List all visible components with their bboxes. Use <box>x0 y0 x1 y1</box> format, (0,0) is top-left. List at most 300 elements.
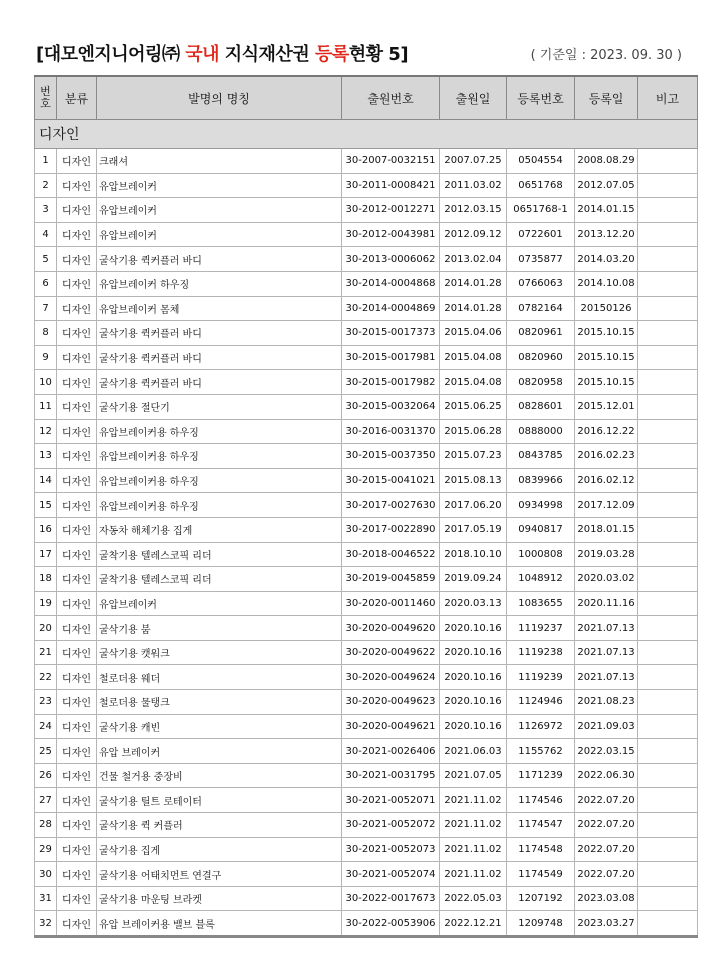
row-note <box>638 813 698 838</box>
row-application-date: 2020.10.16 <box>440 640 507 665</box>
title-part-4: 등록 <box>314 44 349 65</box>
row-registration-date: 2020.11.16 <box>575 591 638 616</box>
row-note <box>638 271 698 296</box>
row-application-number: 30-2011-0008421 <box>342 173 440 198</box>
row-category: 디자인 <box>57 739 97 764</box>
row-category: 디자인 <box>57 222 97 247</box>
row-registration-date: 2017.12.09 <box>575 493 638 518</box>
row-note <box>638 247 698 272</box>
row-category: 디자인 <box>57 247 97 272</box>
row-category: 디자인 <box>57 370 97 395</box>
row-application-date: 2017.05.19 <box>440 517 507 542</box>
row-number: 30 <box>35 862 57 887</box>
row-name: 굴삭기용 틸트 로테이터 <box>97 788 342 813</box>
row-category: 디자인 <box>57 444 97 469</box>
table-row <box>35 493 698 518</box>
row-registration-number: 1174547 <box>507 813 575 838</box>
row-number: 10 <box>35 370 57 395</box>
row-application-date: 2015.06.28 <box>440 419 507 444</box>
row-number: 14 <box>35 468 57 493</box>
row-number: 4 <box>35 222 57 247</box>
row-registration-date: 2021.09.03 <box>575 714 638 739</box>
row-category: 디자인 <box>57 493 97 518</box>
row-application-number: 30-2017-0022890 <box>342 517 440 542</box>
row-category: 디자인 <box>57 468 97 493</box>
table-row <box>35 444 698 469</box>
row-registration-date: 2008.08.29 <box>575 149 638 174</box>
row-number: 20 <box>35 616 57 641</box>
section-row <box>35 120 698 149</box>
row-name: 철로더용 물탱크 <box>97 690 342 715</box>
row-registration-number: 0651768 <box>507 173 575 198</box>
row-registration-date: 2015.10.15 <box>575 345 638 370</box>
row-registration-date: 2023.03.27 <box>575 911 638 937</box>
row-category: 디자인 <box>57 271 97 296</box>
row-number: 5 <box>35 247 57 272</box>
table-row <box>35 198 698 223</box>
row-registration-date: 20150126 <box>575 296 638 321</box>
row-number: 17 <box>35 542 57 567</box>
row-registration-number: 1119237 <box>507 616 575 641</box>
row-category: 디자인 <box>57 714 97 739</box>
header-number: 번 호 <box>35 76 57 120</box>
row-registration-number: 0843785 <box>507 444 575 469</box>
table-row <box>35 837 698 862</box>
row-application-number: 30-2014-0004868 <box>342 271 440 296</box>
row-application-number: 30-2021-0026406 <box>342 739 440 764</box>
row-category: 디자인 <box>57 567 97 592</box>
row-name: 건물 철거용 중장비 <box>97 763 342 788</box>
table-row <box>35 788 698 813</box>
row-application-number: 30-2021-0052072 <box>342 813 440 838</box>
table-row <box>35 862 698 887</box>
row-application-number: 30-2015-0037350 <box>342 444 440 469</box>
row-category: 디자인 <box>57 690 97 715</box>
row-registration-number: 0820958 <box>507 370 575 395</box>
row-category: 디자인 <box>57 665 97 690</box>
row-category: 디자인 <box>57 788 97 813</box>
row-number: 18 <box>35 567 57 592</box>
table-row <box>35 394 698 419</box>
row-registration-number: 1083655 <box>507 591 575 616</box>
row-number: 12 <box>35 419 57 444</box>
row-registration-number: 1207192 <box>507 886 575 911</box>
table-row <box>35 542 698 567</box>
row-note <box>638 370 698 395</box>
row-application-date: 2015.08.13 <box>440 468 507 493</box>
row-category: 디자인 <box>57 345 97 370</box>
row-application-number: 30-2021-0031795 <box>342 763 440 788</box>
row-number: 25 <box>35 739 57 764</box>
row-application-date: 2021.11.02 <box>440 862 507 887</box>
row-application-date: 2011.03.02 <box>440 173 507 198</box>
row-application-date: 2021.06.03 <box>440 739 507 764</box>
title-part-3: 지식재산권 <box>219 44 315 65</box>
row-application-number: 30-2020-0049621 <box>342 714 440 739</box>
row-name: 유압 브레이커용 밸브 블록 <box>97 911 342 937</box>
row-name: 굴삭기용 마운팅 브라켓 <box>97 886 342 911</box>
row-number: 27 <box>35 788 57 813</box>
row-name: 굴착기용 텔레스코픽 리더 <box>97 567 342 592</box>
row-registration-number: 0820961 <box>507 321 575 346</box>
row-category: 디자인 <box>57 591 97 616</box>
row-note <box>638 665 698 690</box>
row-application-number: 30-2013-0006062 <box>342 247 440 272</box>
table-row <box>35 911 698 937</box>
table-row <box>35 149 698 174</box>
table-row <box>35 763 698 788</box>
row-name: 자동차 해체기용 집게 <box>97 517 342 542</box>
row-category: 디자인 <box>57 862 97 887</box>
row-registration-number: 1209748 <box>507 911 575 937</box>
row-registration-date: 2015.12.01 <box>575 394 638 419</box>
row-note <box>638 321 698 346</box>
row-name: 유압브레이커 <box>97 591 342 616</box>
row-registration-date: 2022.07.20 <box>575 837 638 862</box>
row-name: 굴삭기용 어태치먼트 연결구 <box>97 862 342 887</box>
row-number: 32 <box>35 911 57 937</box>
row-application-number: 30-2015-0017981 <box>342 345 440 370</box>
row-application-number: 30-2015-0041021 <box>342 468 440 493</box>
row-category: 디자인 <box>57 886 97 911</box>
row-category: 디자인 <box>57 517 97 542</box>
row-application-date: 2017.06.20 <box>440 493 507 518</box>
row-name: 유압 브레이커 <box>97 739 342 764</box>
row-name: 유압브레이커용 하우징 <box>97 444 342 469</box>
row-category: 디자인 <box>57 813 97 838</box>
row-name: 유압브레이커 하우징 <box>97 271 342 296</box>
row-note <box>638 394 698 419</box>
row-registration-date: 2021.07.13 <box>575 616 638 641</box>
row-category: 디자인 <box>57 763 97 788</box>
row-application-date: 2021.07.05 <box>440 763 507 788</box>
row-number: 6 <box>35 271 57 296</box>
row-application-number: 30-2015-0032064 <box>342 394 440 419</box>
row-application-date: 2020.03.13 <box>440 591 507 616</box>
row-note <box>638 788 698 813</box>
row-registration-date: 2015.10.15 <box>575 321 638 346</box>
row-registration-date: 2018.01.15 <box>575 517 638 542</box>
row-registration-date: 2022.06.30 <box>575 763 638 788</box>
row-note <box>638 616 698 641</box>
row-application-number: 30-2020-0049624 <box>342 665 440 690</box>
table-row <box>35 271 698 296</box>
row-number: 31 <box>35 886 57 911</box>
title-part-2: 국내 <box>185 44 219 65</box>
header-registration-date: 등록일 <box>575 76 638 120</box>
row-application-number: 30-2015-0017373 <box>342 321 440 346</box>
row-registration-date: 2014.01.15 <box>575 198 638 223</box>
title-part-1: [대모엔지니어링㈜ <box>36 44 186 65</box>
row-application-number: 30-2014-0004869 <box>342 296 440 321</box>
reference-date: ( 기준일 : 2023. 09. 30 ) <box>530 48 682 63</box>
row-name: 철로더용 웨더 <box>97 665 342 690</box>
row-registration-date: 2022.07.20 <box>575 862 638 887</box>
row-application-date: 2015.04.08 <box>440 370 507 395</box>
row-number: 2 <box>35 173 57 198</box>
table-row <box>35 714 698 739</box>
table-row <box>35 321 698 346</box>
row-application-number: 30-2020-0011460 <box>342 591 440 616</box>
row-application-date: 2012.09.12 <box>440 222 507 247</box>
row-note <box>638 419 698 444</box>
row-registration-number: 1126972 <box>507 714 575 739</box>
row-number: 26 <box>35 763 57 788</box>
row-number: 24 <box>35 714 57 739</box>
row-registration-date: 2022.03.15 <box>575 739 638 764</box>
row-name: 굴삭기용 집게 <box>97 837 342 862</box>
row-name: 유압브레이커용 하우징 <box>97 493 342 518</box>
row-registration-number: 0651768-1 <box>507 198 575 223</box>
row-application-number: 30-2015-0017982 <box>342 370 440 395</box>
row-registration-date: 2016.02.23 <box>575 444 638 469</box>
row-number: 22 <box>35 665 57 690</box>
table-row <box>35 468 698 493</box>
table-row <box>35 813 698 838</box>
row-number: 29 <box>35 837 57 862</box>
row-name: 굴삭기용 퀵커플러 바디 <box>97 370 342 395</box>
row-registration-number: 0782164 <box>507 296 575 321</box>
table-row <box>35 739 698 764</box>
table-row <box>35 640 698 665</box>
row-registration-number: 0940817 <box>507 517 575 542</box>
row-note <box>638 640 698 665</box>
row-name: 크래셔 <box>97 149 342 174</box>
row-registration-date: 2021.08.23 <box>575 690 638 715</box>
row-category: 디자인 <box>57 419 97 444</box>
row-number: 28 <box>35 813 57 838</box>
row-application-date: 2022.12.21 <box>440 911 507 937</box>
header-application-date: 출원일 <box>440 76 507 120</box>
table-row <box>35 567 698 592</box>
row-registration-number: 1171239 <box>507 763 575 788</box>
row-registration-date: 2016.12.22 <box>575 419 638 444</box>
row-registration-number: 1119238 <box>507 640 575 665</box>
row-registration-date: 2016.02.12 <box>575 468 638 493</box>
row-note <box>638 173 698 198</box>
row-application-date: 2021.11.02 <box>440 837 507 862</box>
row-number: 19 <box>35 591 57 616</box>
table-row <box>35 517 698 542</box>
row-application-number: 30-2019-0045859 <box>342 567 440 592</box>
row-name: 유압브레이커용 하우징 <box>97 468 342 493</box>
row-name: 유압브레이커 <box>97 222 342 247</box>
row-registration-date: 2013.12.20 <box>575 222 638 247</box>
row-note <box>638 837 698 862</box>
row-note <box>638 517 698 542</box>
table-row <box>35 296 698 321</box>
row-number: 16 <box>35 517 57 542</box>
row-note <box>638 493 698 518</box>
section-label: 디자인 <box>35 120 698 149</box>
row-registration-number: 1048912 <box>507 567 575 592</box>
row-application-number: 30-2020-0049622 <box>342 640 440 665</box>
row-application-number: 30-2016-0031370 <box>342 419 440 444</box>
row-category: 디자인 <box>57 149 97 174</box>
row-category: 디자인 <box>57 911 97 937</box>
row-application-date: 2021.11.02 <box>440 788 507 813</box>
row-name: 굴삭기용 퀵 커플러 <box>97 813 342 838</box>
row-category: 디자인 <box>57 394 97 419</box>
table-header-row <box>35 76 698 120</box>
row-note <box>638 149 698 174</box>
row-registration-number: 0820960 <box>507 345 575 370</box>
row-number: 3 <box>35 198 57 223</box>
row-note <box>638 886 698 911</box>
row-registration-date: 2022.07.20 <box>575 788 638 813</box>
row-registration-date: 2021.07.13 <box>575 665 638 690</box>
header-note: 비고 <box>638 76 698 120</box>
table-row <box>35 690 698 715</box>
row-number: 13 <box>35 444 57 469</box>
row-name: 유압브레이커 <box>97 198 342 223</box>
header-name: 발명의 명칭 <box>97 76 342 120</box>
row-number: 7 <box>35 296 57 321</box>
row-registration-date: 2021.07.13 <box>575 640 638 665</box>
header-registration-number: 등록번호 <box>507 76 575 120</box>
row-registration-date: 2019.03.28 <box>575 542 638 567</box>
row-registration-date: 2022.07.20 <box>575 813 638 838</box>
row-application-date: 2015.04.06 <box>440 321 507 346</box>
row-registration-date: 2014.10.08 <box>575 271 638 296</box>
row-application-number: 30-2020-0049620 <box>342 616 440 641</box>
row-application-date: 2021.11.02 <box>440 813 507 838</box>
row-application-date: 2012.03.15 <box>440 198 507 223</box>
row-registration-number: 0735877 <box>507 247 575 272</box>
row-note <box>638 714 698 739</box>
row-registration-number: 1119239 <box>507 665 575 690</box>
row-name: 굴삭기용 절단기 <box>97 394 342 419</box>
row-name: 유압브레이커 <box>97 173 342 198</box>
row-application-date: 2015.07.23 <box>440 444 507 469</box>
row-number: 1 <box>35 149 57 174</box>
row-registration-number: 0888000 <box>507 419 575 444</box>
row-application-date: 2020.10.16 <box>440 665 507 690</box>
row-note <box>638 567 698 592</box>
row-registration-number: 1000808 <box>507 542 575 567</box>
table-row <box>35 370 698 395</box>
table-row <box>35 247 698 272</box>
row-registration-date: 2012.07.05 <box>575 173 638 198</box>
row-number: 23 <box>35 690 57 715</box>
row-registration-number: 1174546 <box>507 788 575 813</box>
header-application-number: 출원번호 <box>342 76 440 120</box>
row-name: 굴착기용 텔레스코픽 리더 <box>97 542 342 567</box>
table-row <box>35 886 698 911</box>
row-application-number: 30-2007-0032151 <box>342 149 440 174</box>
table-row <box>35 222 698 247</box>
row-application-date: 2020.10.16 <box>440 616 507 641</box>
row-application-date: 2007.07.25 <box>440 149 507 174</box>
row-registration-number: 0766063 <box>507 271 575 296</box>
row-note <box>638 444 698 469</box>
row-application-number: 30-2022-0017673 <box>342 886 440 911</box>
row-category: 디자인 <box>57 198 97 223</box>
row-application-date: 2015.06.25 <box>440 394 507 419</box>
row-application-number: 30-2021-0052074 <box>342 862 440 887</box>
row-application-number: 30-2018-0046522 <box>342 542 440 567</box>
row-note <box>638 468 698 493</box>
row-registration-number: 0722601 <box>507 222 575 247</box>
row-registration-date: 2023.03.08 <box>575 886 638 911</box>
row-number: 11 <box>35 394 57 419</box>
title-part-5: 현황 5] <box>348 44 409 65</box>
row-registration-number: 1174548 <box>507 837 575 862</box>
row-category: 디자인 <box>57 616 97 641</box>
row-application-date: 2019.09.24 <box>440 567 507 592</box>
row-application-date: 2020.10.16 <box>440 714 507 739</box>
row-note <box>638 296 698 321</box>
row-application-date: 2014.01.28 <box>440 271 507 296</box>
row-note <box>638 591 698 616</box>
row-name: 유압브레이커 몸체 <box>97 296 342 321</box>
row-name: 굴삭기용 붐 <box>97 616 342 641</box>
row-registration-number: 0504554 <box>507 149 575 174</box>
row-application-date: 2018.10.10 <box>440 542 507 567</box>
row-application-number: 30-2022-0053906 <box>342 911 440 937</box>
row-category: 디자인 <box>57 640 97 665</box>
row-note <box>638 198 698 223</box>
row-number: 9 <box>35 345 57 370</box>
row-registration-date: 2015.10.15 <box>575 370 638 395</box>
row-note <box>638 911 698 937</box>
row-registration-number: 1155762 <box>507 739 575 764</box>
row-note <box>638 542 698 567</box>
row-registration-number: 0934998 <box>507 493 575 518</box>
row-name: 유압브레이커용 하우징 <box>97 419 342 444</box>
row-note <box>638 690 698 715</box>
row-registration-number: 1174549 <box>507 862 575 887</box>
page-title <box>36 40 408 66</box>
row-application-date: 2020.10.16 <box>440 690 507 715</box>
row-application-number: 30-2021-0052071 <box>342 788 440 813</box>
row-number: 8 <box>35 321 57 346</box>
row-number: 21 <box>35 640 57 665</box>
row-application-date: 2022.05.03 <box>440 886 507 911</box>
row-application-number: 30-2020-0049623 <box>342 690 440 715</box>
row-application-date: 2014.01.28 <box>440 296 507 321</box>
table-row <box>35 419 698 444</box>
row-name: 굴삭기용 퀵커플러 바디 <box>97 321 342 346</box>
row-category: 디자인 <box>57 321 97 346</box>
ip-registration-table <box>34 75 698 938</box>
row-name: 굴삭기용 퀵커플러 바디 <box>97 247 342 272</box>
header-category: 분류 <box>57 76 97 120</box>
row-registration-number: 0839966 <box>507 468 575 493</box>
table-row <box>35 616 698 641</box>
row-category: 디자인 <box>57 296 97 321</box>
row-number: 15 <box>35 493 57 518</box>
row-application-number: 30-2017-0027630 <box>342 493 440 518</box>
row-application-number: 30-2021-0052073 <box>342 837 440 862</box>
row-registration-date: 2014.03.20 <box>575 247 638 272</box>
row-name: 굴삭기용 퀵커플러 바디 <box>97 345 342 370</box>
row-category: 디자인 <box>57 542 97 567</box>
row-note <box>638 862 698 887</box>
table-row <box>35 665 698 690</box>
row-application-date: 2013.02.04 <box>440 247 507 272</box>
row-application-number: 30-2012-0043981 <box>342 222 440 247</box>
row-note <box>638 763 698 788</box>
row-application-date: 2015.04.08 <box>440 345 507 370</box>
row-name: 굴삭기용 캣워크 <box>97 640 342 665</box>
row-registration-date: 2020.03.02 <box>575 567 638 592</box>
row-note <box>638 739 698 764</box>
row-note <box>638 222 698 247</box>
row-registration-number: 1124946 <box>507 690 575 715</box>
row-category: 디자인 <box>57 173 97 198</box>
row-name: 굴삭기용 캐빈 <box>97 714 342 739</box>
